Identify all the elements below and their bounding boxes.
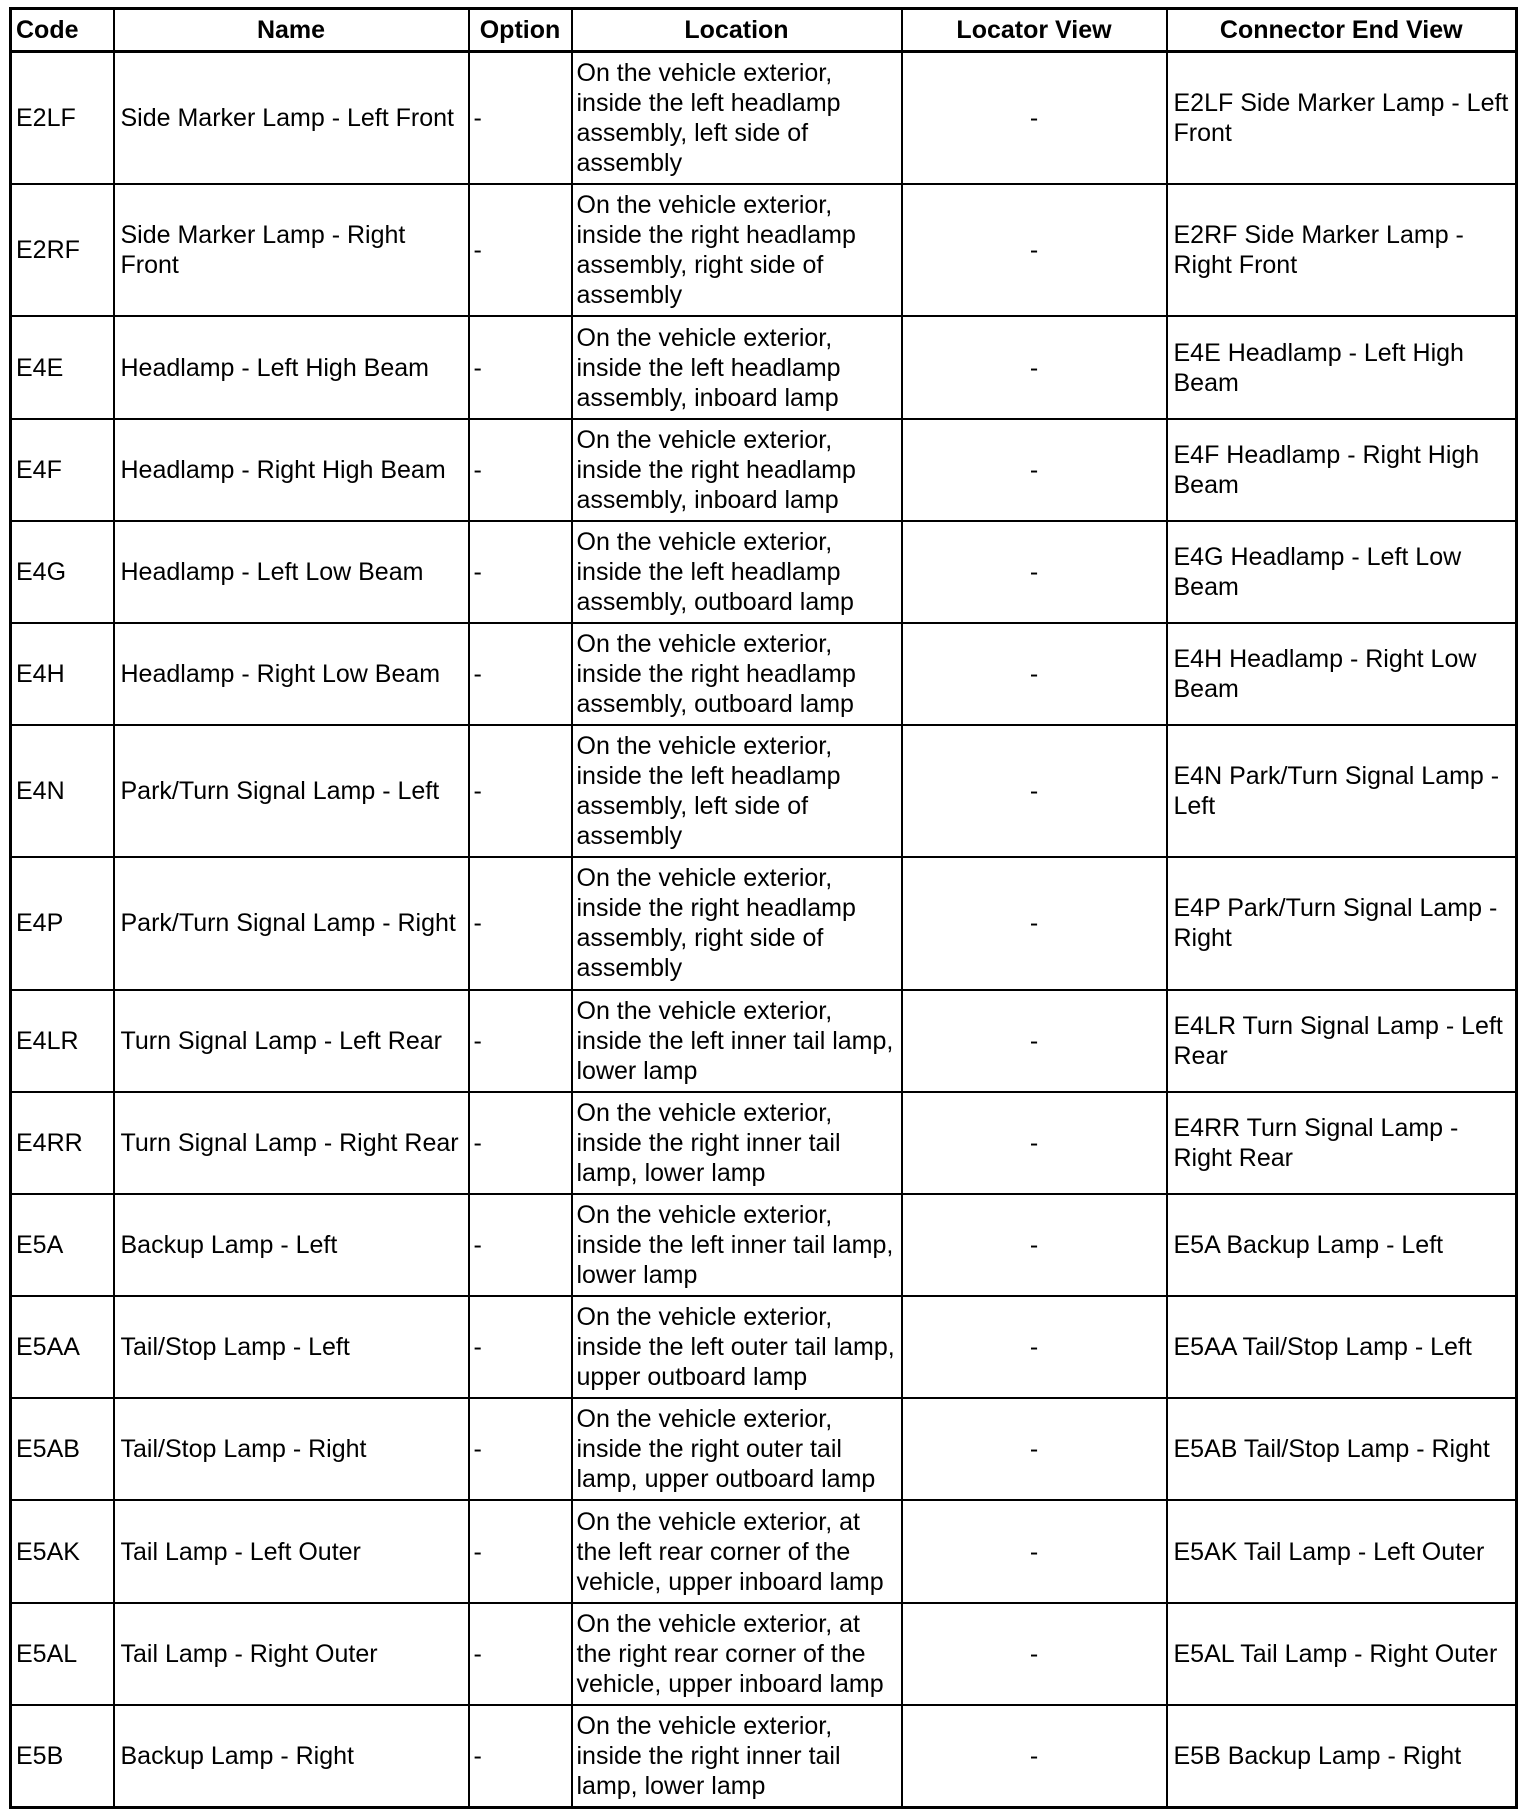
cell-option: -: [469, 521, 572, 623]
connector-table: [9, 7, 1518, 1809]
cell-name: Headlamp - Left Low Beam: [114, 521, 469, 623]
cell-connector-end-view: E4N Park/Turn Signal Lamp - Left: [1167, 725, 1517, 857]
cell-locator-view: -: [902, 725, 1167, 857]
cell-name: Backup Lamp - Left: [114, 1194, 469, 1296]
cell-connector-end-view: E4P Park/Turn Signal Lamp - Right: [1167, 857, 1517, 989]
cell-name: Side Marker Lamp - Right Front: [114, 184, 469, 316]
cell-location: On the vehicle exterior, inside the right headlamp assembly, outboard lamp: [572, 623, 902, 725]
cell-option: -: [469, 725, 572, 857]
cell-name: Side Marker Lamp - Left Front: [114, 52, 469, 185]
cell-location: On the vehicle exterior, inside the right headlamp assembly, right side of assembly: [572, 184, 902, 316]
cell-connector-end-view: E4G Headlamp - Left Low Beam: [1167, 521, 1517, 623]
header-name: Name: [114, 9, 469, 52]
cell-name: Park/Turn Signal Lamp - Right: [114, 857, 469, 989]
table-row: [11, 990, 1517, 1092]
cell-connector-end-view: E4E Headlamp - Left High Beam: [1167, 316, 1517, 418]
cell-connector-end-view: E5AB Tail/Stop Lamp - Right: [1167, 1398, 1517, 1500]
cell-connector-end-view: E4F Headlamp - Right High Beam: [1167, 419, 1517, 521]
cell-locator-view: -: [902, 1500, 1167, 1602]
cell-connector-end-view: E2LF Side Marker Lamp - Left Front: [1167, 52, 1517, 185]
cell-locator-view: -: [902, 184, 1167, 316]
table-row: [11, 725, 1517, 857]
cell-locator-view: -: [902, 990, 1167, 1092]
cell-location: On the vehicle exterior, inside the left headlamp assembly, left side of assembly: [572, 725, 902, 857]
cell-name: Tail Lamp - Right Outer: [114, 1603, 469, 1705]
cell-location: On the vehicle exterior, inside the left headlamp assembly, inboard lamp: [572, 316, 902, 418]
table-row: [11, 1500, 1517, 1602]
cell-code: E4E: [11, 316, 114, 418]
cell-location: On the vehicle exterior, inside the left inner tail lamp, lower lamp: [572, 990, 902, 1092]
document-page: [9, 7, 1515, 1809]
table-row: [11, 52, 1517, 185]
header-code: Code: [11, 9, 114, 52]
cell-code: E4LR: [11, 990, 114, 1092]
cell-code: E5AB: [11, 1398, 114, 1500]
cell-location: On the vehicle exterior, at the left rear corner of the vehicle, upper inboard lamp: [572, 1500, 902, 1602]
cell-location: On the vehicle exterior, inside the right inner tail lamp, lower lamp: [572, 1092, 902, 1194]
cell-locator-view: -: [902, 316, 1167, 418]
table-row: [11, 1603, 1517, 1705]
cell-location: On the vehicle exterior, inside the left outer tail lamp, upper outboard lamp: [572, 1296, 902, 1398]
table-row: [11, 1194, 1517, 1296]
cell-locator-view: -: [902, 52, 1167, 185]
cell-code: E4P: [11, 857, 114, 989]
cell-code: E5AL: [11, 1603, 114, 1705]
cell-option: -: [469, 1194, 572, 1296]
cell-connector-end-view: E5AA Tail/Stop Lamp - Left: [1167, 1296, 1517, 1398]
cell-option: -: [469, 1603, 572, 1705]
cell-name: Park/Turn Signal Lamp - Left: [114, 725, 469, 857]
header-location: Location: [572, 9, 902, 52]
table-row: [11, 857, 1517, 989]
cell-name: Turn Signal Lamp - Left Rear: [114, 990, 469, 1092]
cell-option: -: [469, 1705, 572, 1808]
cell-locator-view: -: [902, 857, 1167, 989]
table-row: [11, 316, 1517, 418]
cell-locator-view: -: [902, 1398, 1167, 1500]
cell-connector-end-view: E5AL Tail Lamp - Right Outer: [1167, 1603, 1517, 1705]
cell-locator-view: -: [902, 1705, 1167, 1808]
cell-locator-view: -: [902, 1296, 1167, 1398]
cell-connector-end-view: E5A Backup Lamp - Left: [1167, 1194, 1517, 1296]
cell-option: -: [469, 857, 572, 989]
cell-code: E4G: [11, 521, 114, 623]
table-row: [11, 184, 1517, 316]
cell-locator-view: -: [902, 419, 1167, 521]
cell-locator-view: -: [902, 623, 1167, 725]
cell-option: -: [469, 1500, 572, 1602]
cell-locator-view: -: [902, 1092, 1167, 1194]
cell-location: On the vehicle exterior, inside the right headlamp assembly, right side of assembly: [572, 857, 902, 989]
cell-code: E4RR: [11, 1092, 114, 1194]
cell-option: -: [469, 1092, 572, 1194]
cell-location: On the vehicle exterior, inside the left headlamp assembly, left side of assembly: [572, 52, 902, 185]
cell-name: Backup Lamp - Right: [114, 1705, 469, 1808]
cell-connector-end-view: E4LR Turn Signal Lamp - Left Rear: [1167, 990, 1517, 1092]
cell-code: E5AK: [11, 1500, 114, 1602]
cell-option: -: [469, 419, 572, 521]
cell-connector-end-view: E4H Headlamp - Right Low Beam: [1167, 623, 1517, 725]
table-row: [11, 521, 1517, 623]
table-row: [11, 1092, 1517, 1194]
cell-code: E4N: [11, 725, 114, 857]
cell-location: On the vehicle exterior, inside the right outer tail lamp, upper outboard lamp: [572, 1398, 902, 1500]
cell-option: -: [469, 623, 572, 725]
cell-name: Tail/Stop Lamp - Left: [114, 1296, 469, 1398]
cell-name: Headlamp - Right Low Beam: [114, 623, 469, 725]
table-row: [11, 1296, 1517, 1398]
table-header-row: [11, 9, 1517, 52]
cell-name: Turn Signal Lamp - Right Rear: [114, 1092, 469, 1194]
cell-location: On the vehicle exterior, inside the left inner tail lamp, lower lamp: [572, 1194, 902, 1296]
cell-option: -: [469, 316, 572, 418]
cell-code: E5B: [11, 1705, 114, 1808]
cell-code: E5AA: [11, 1296, 114, 1398]
cell-name: Tail/Stop Lamp - Right: [114, 1398, 469, 1500]
cell-code: E4F: [11, 419, 114, 521]
cell-option: -: [469, 52, 572, 185]
cell-connector-end-view: E5B Backup Lamp - Right: [1167, 1705, 1517, 1808]
cell-code: E5A: [11, 1194, 114, 1296]
header-connector-end-view: Connector End View: [1167, 9, 1517, 52]
header-option: Option: [469, 9, 572, 52]
cell-name: Headlamp - Right High Beam: [114, 419, 469, 521]
cell-code: E2LF: [11, 52, 114, 185]
cell-code: E4H: [11, 623, 114, 725]
cell-locator-view: -: [902, 1603, 1167, 1705]
cell-location: On the vehicle exterior, inside the right headlamp assembly, inboard lamp: [572, 419, 902, 521]
header-locator-view: Locator View: [902, 9, 1167, 52]
cell-connector-end-view: E2RF Side Marker Lamp - Right Front: [1167, 184, 1517, 316]
cell-option: -: [469, 1296, 572, 1398]
table-row: [11, 623, 1517, 725]
cell-option: -: [469, 184, 572, 316]
cell-name: Tail Lamp - Left Outer: [114, 1500, 469, 1602]
cell-connector-end-view: E4RR Turn Signal Lamp - Right Rear: [1167, 1092, 1517, 1194]
cell-location: On the vehicle exterior, at the right rear corner of the vehicle, upper inboard lamp: [572, 1603, 902, 1705]
cell-name: Headlamp - Left High Beam: [114, 316, 469, 418]
table-row: [11, 1398, 1517, 1500]
cell-location: On the vehicle exterior, inside the left headlamp assembly, outboard lamp: [572, 521, 902, 623]
cell-option: -: [469, 1398, 572, 1500]
cell-option: -: [469, 990, 572, 1092]
cell-code: E2RF: [11, 184, 114, 316]
cell-locator-view: -: [902, 1194, 1167, 1296]
table-row: [11, 419, 1517, 521]
cell-locator-view: -: [902, 521, 1167, 623]
cell-connector-end-view: E5AK Tail Lamp - Left Outer: [1167, 1500, 1517, 1602]
cell-location: On the vehicle exterior, inside the right inner tail lamp, lower lamp: [572, 1705, 902, 1808]
table-row: [11, 1705, 1517, 1808]
